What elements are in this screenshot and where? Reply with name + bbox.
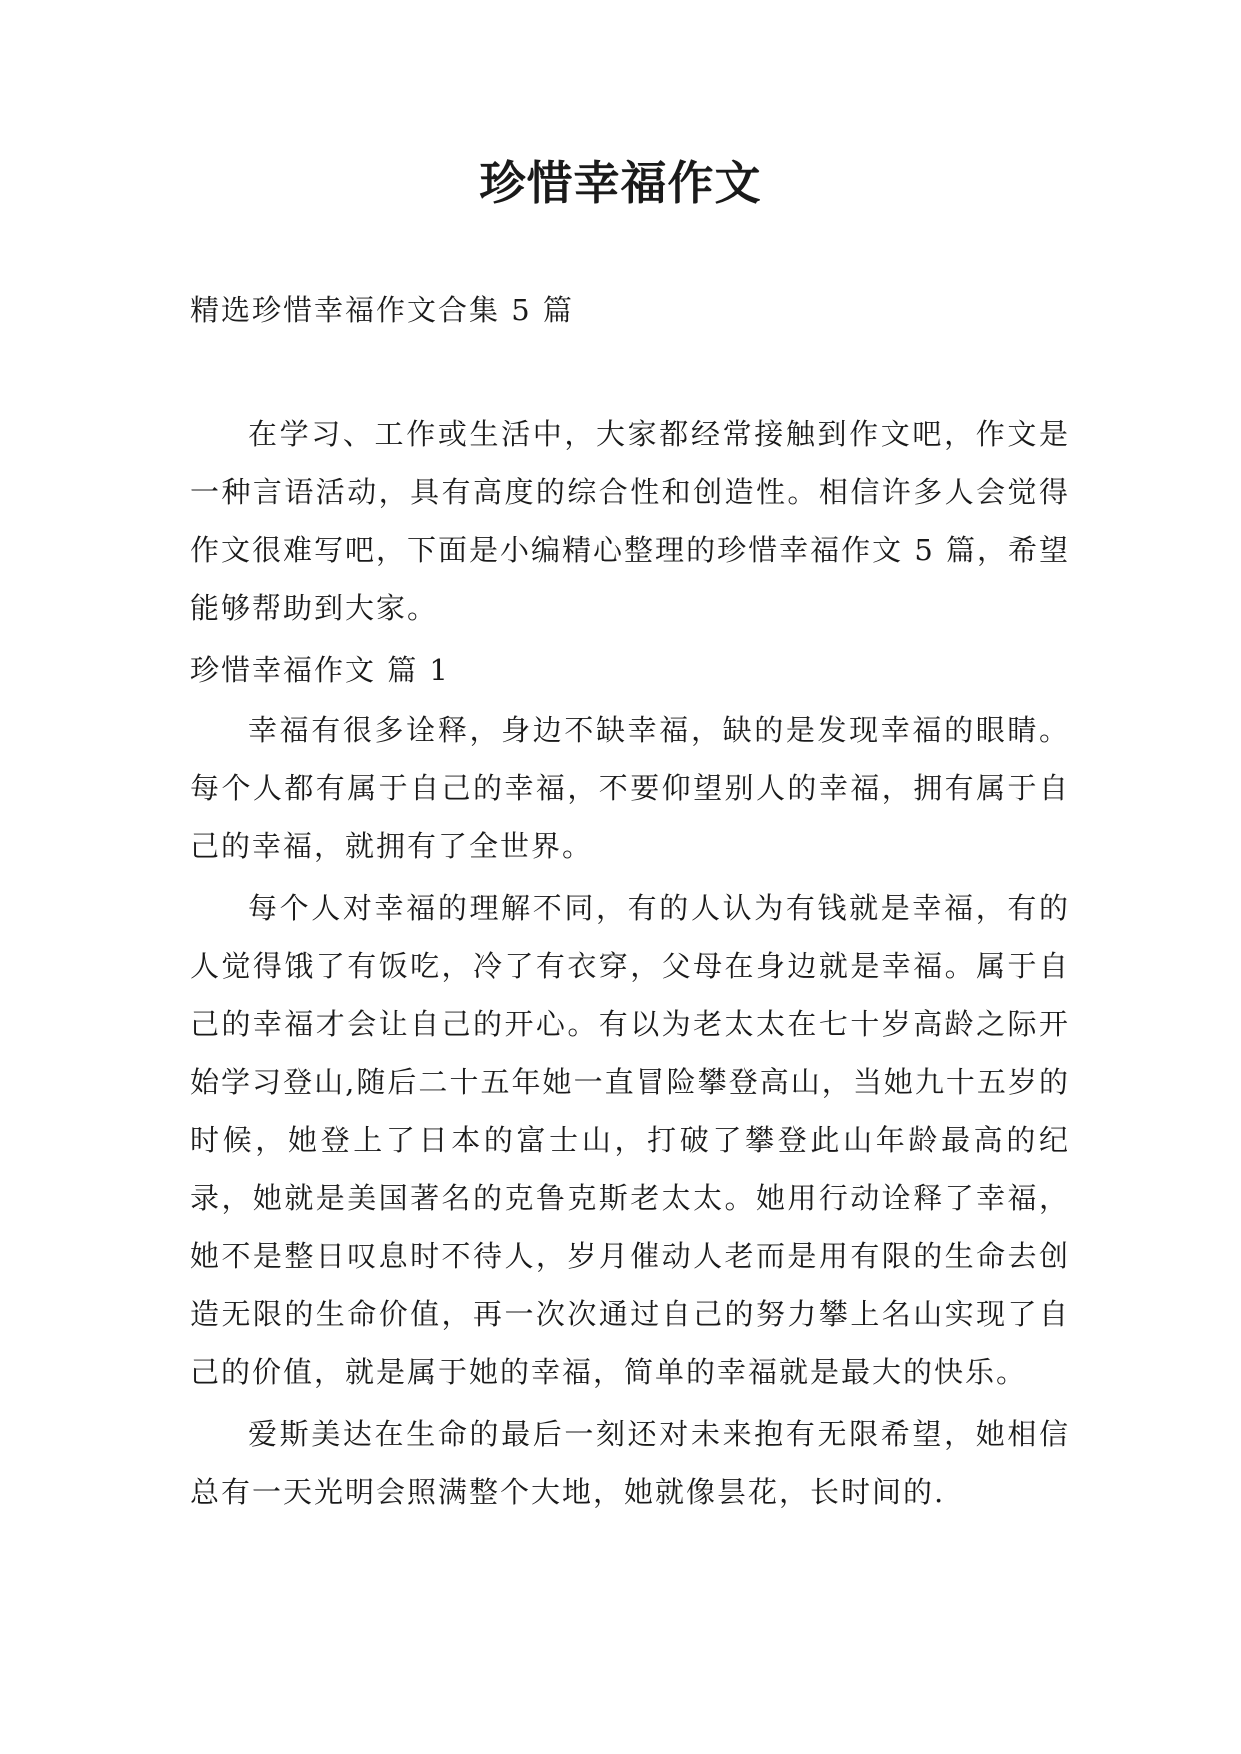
body-paragraph-1: 幸福有很多诠释，身边不缺幸福，缺的是发现幸福的眼睛。每个人都有属于自己的幸福，不要仰望别人的幸福，拥有属于自己的幸福，就拥有了全世界。 [190,713,1070,863]
document-subtitle: 精选珍惜幸福作文合集 5 篇 [190,293,574,327]
body-paragraph-3: 爱斯美达在生命的最后一刻还对未来抱有无限希望，她相信总有一天光明会照满整个大地，她就像昙花，长时间的. [190,1417,1070,1509]
intro-paragraph: 在学习、工作或生活中，大家都经常接触到作文吧，作文是一种言语活动，具有高度的综合性和创造性。相信许多人会觉得作文很难写吧，下面是小编精心整理的珍惜幸福作文 5 篇，希望能够帮助到大家。 [190,417,1070,625]
document-body [190,405,1070,1525]
section-heading: 珍惜幸福作文 篇 1 [190,653,450,687]
body-paragraph-2: 每个人对幸福的理解不同，有的人认为有钱就是幸福，有的人觉得饿了有饭吃，冷了有衣穿，父母在身边就是幸福。属于自己的幸福才会让自己的开心。有以为老太太在七十岁高龄之际开始学习登山,随后二十五年她一直冒险攀登高山，当她九十五岁的时候，她登上了日本的富士山，打破了攀登此山年龄最高的纪录，她就是美国著名的克鲁克斯老太太。她用行动诠释了幸福，她不是整日叹息时不待人，岁月催动人老而是用有限的生命去创造无限的生命价值，再一次次通过自己的努力攀上名山实现了自己的价值，就是属于她的幸福，简单的幸福就是最大的快乐。 [190,891,1070,1389]
document-title: 珍惜幸福作文 [479,156,762,210]
